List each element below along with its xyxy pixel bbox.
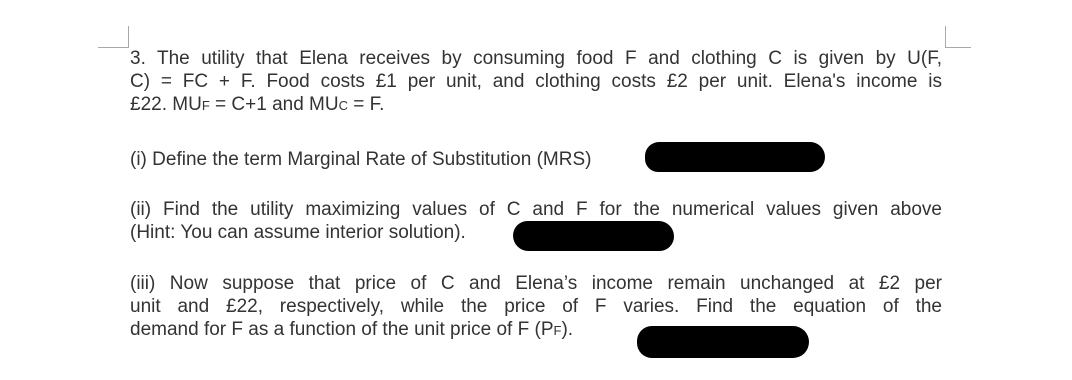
subscript-pf: F bbox=[553, 323, 562, 338]
part-iii-line-3-part-a: demand for F as a function of the unit price of F (P bbox=[130, 319, 554, 340]
redaction-mark-3 bbox=[637, 326, 809, 358]
redaction-mark-2 bbox=[513, 221, 674, 251]
part-iii bbox=[130, 272, 942, 342]
part-iii-line-1: (iii) Now suppose that price of C and Elena’s income remain unchanged at £2 per bbox=[130, 273, 942, 294]
part-i-text: (i) Define the term Marginal Rate of Substitution (MRS) bbox=[130, 149, 592, 170]
intro-line-2: C) = FC + F. Food costs £1 per unit, and clothing costs £2 per unit. Elena's income is bbox=[130, 71, 942, 92]
intro-line-1: 3. The utility that Elena receives by consuming food F and clothing C is given by U(F, bbox=[130, 48, 942, 69]
intro-line-3-part-a: £22. MU bbox=[130, 94, 202, 115]
subscript-f: F bbox=[201, 98, 210, 113]
margin-corner-mark-left bbox=[98, 26, 129, 48]
redaction-mark-1 bbox=[645, 142, 825, 172]
intro-line-3 bbox=[130, 93, 942, 117]
intro-line-3-part-c: = F. bbox=[348, 94, 385, 115]
margin-corner-mark-right bbox=[945, 26, 971, 48]
part-ii-line-1: (ii) Find the utility maximizing values of C and F for the numerical values given above bbox=[130, 199, 942, 220]
subscript-c: C bbox=[338, 98, 348, 113]
part-iii-line-3 bbox=[130, 318, 942, 342]
question-3-intro bbox=[130, 47, 942, 117]
part-ii-line-2: (Hint: You can assume interior solution). bbox=[130, 222, 466, 243]
part-iii-line-2: unit and £22, respectively, while the price of F varies. Find the equation of the bbox=[130, 296, 942, 317]
intro-line-3-part-b: = C+1 and MU bbox=[209, 94, 339, 115]
part-iii-line-3-part-b: ). bbox=[561, 319, 574, 340]
